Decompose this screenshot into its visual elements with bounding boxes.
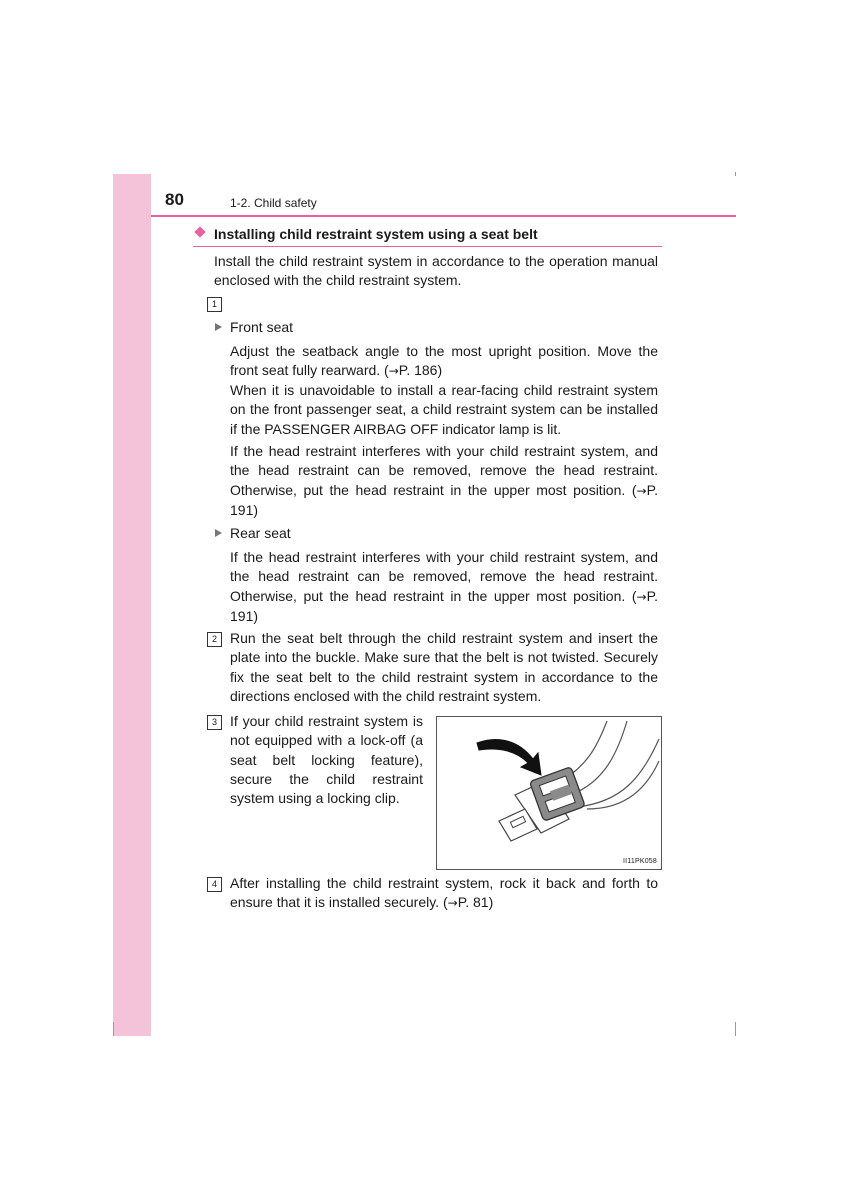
page-number: 80 [165, 190, 184, 209]
reference-arrow-icon: → [636, 483, 647, 498]
front-seat-paragraph-2: When it is unavoidable to install a rear-facing child restraint system on the front passenger seat, a child restraint system can be installed if the PASSENGER AIRBAG OFF indicator lamp is lit. [230, 382, 658, 437]
rear-seat-item [215, 524, 291, 543]
step-number-3: 3 [207, 715, 222, 730]
front-seat-paragraph-1: Adjust the seatback angle to the most upright position. Move the front seat fully rearward. (→P. 186) [230, 343, 658, 379]
step-4-text: After installing the child restraint system, rock it back and forth to ensure that it is installed securely. (→P. 81) [230, 875, 658, 911]
triangle-bullet-icon [215, 323, 222, 331]
subsection-heading [193, 224, 662, 247]
step-3-text: If your child restraint system is not equipped with a lock-off (a seat belt locking feature), secure the child restraint system using a locking clip. [230, 713, 423, 807]
rear-seat-label: Rear seat [230, 525, 291, 541]
section-title: 1-2. Child safety [230, 196, 317, 210]
triangle-bullet-icon [215, 529, 222, 537]
step-2-text: Run the seat belt through the child restraint system and insert the plate into the buckle. Make sure that the belt is not twisted. Securely fix the seat belt to the child restraint system in accordance to the directions enclosed with the child restraint system. [230, 630, 658, 704]
crop-mark-bottom-right [735, 1022, 736, 1036]
page-reference: P. 191) [230, 587, 658, 624]
step-number-2: 2 [207, 632, 222, 647]
reference-arrow-icon: → [447, 896, 458, 911]
crop-mark-bottom-left [113, 1022, 114, 1036]
page-reference: P. 191) [230, 481, 658, 518]
header-rule [151, 215, 736, 217]
front-seat-item [215, 318, 293, 337]
reference-arrow-icon: → [388, 364, 399, 379]
page-reference: P. 186) [398, 362, 443, 379]
intro-paragraph: Install the child restraint system in accordance to the operation manual enclosed with the child restraint system. [214, 253, 658, 289]
front-seat-paragraph-3: If the head restraint interferes with your child restraint system, and the head restraint can be removed, remove the head restraint. Otherwise, put the head restraint in the upper most position. (→P. 191) [230, 443, 658, 518]
chapter-tab-bar [113, 174, 151, 1036]
locking-clip-illustration [437, 717, 661, 869]
crop-mark-top-right [735, 172, 736, 176]
figure-code: II11PK058 [623, 858, 657, 865]
step-number-1: 1 [207, 297, 222, 312]
reference-arrow-icon: → [636, 589, 647, 604]
front-seat-label: Front seat [230, 319, 294, 335]
page-reference: P. 81) [457, 894, 494, 911]
locking-clip-figure [436, 716, 662, 870]
diamond-icon [194, 226, 205, 237]
rear-seat-paragraph: If the head restraint interferes with your child restraint system, and the head restraint can be removed, remove the head restraint. Otherwise, put the head restraint in the upper most position. (→P. 191) [230, 549, 658, 624]
heading-text: Installing child restraint system using a seat belt [214, 226, 538, 242]
step-number-4: 4 [207, 877, 222, 892]
